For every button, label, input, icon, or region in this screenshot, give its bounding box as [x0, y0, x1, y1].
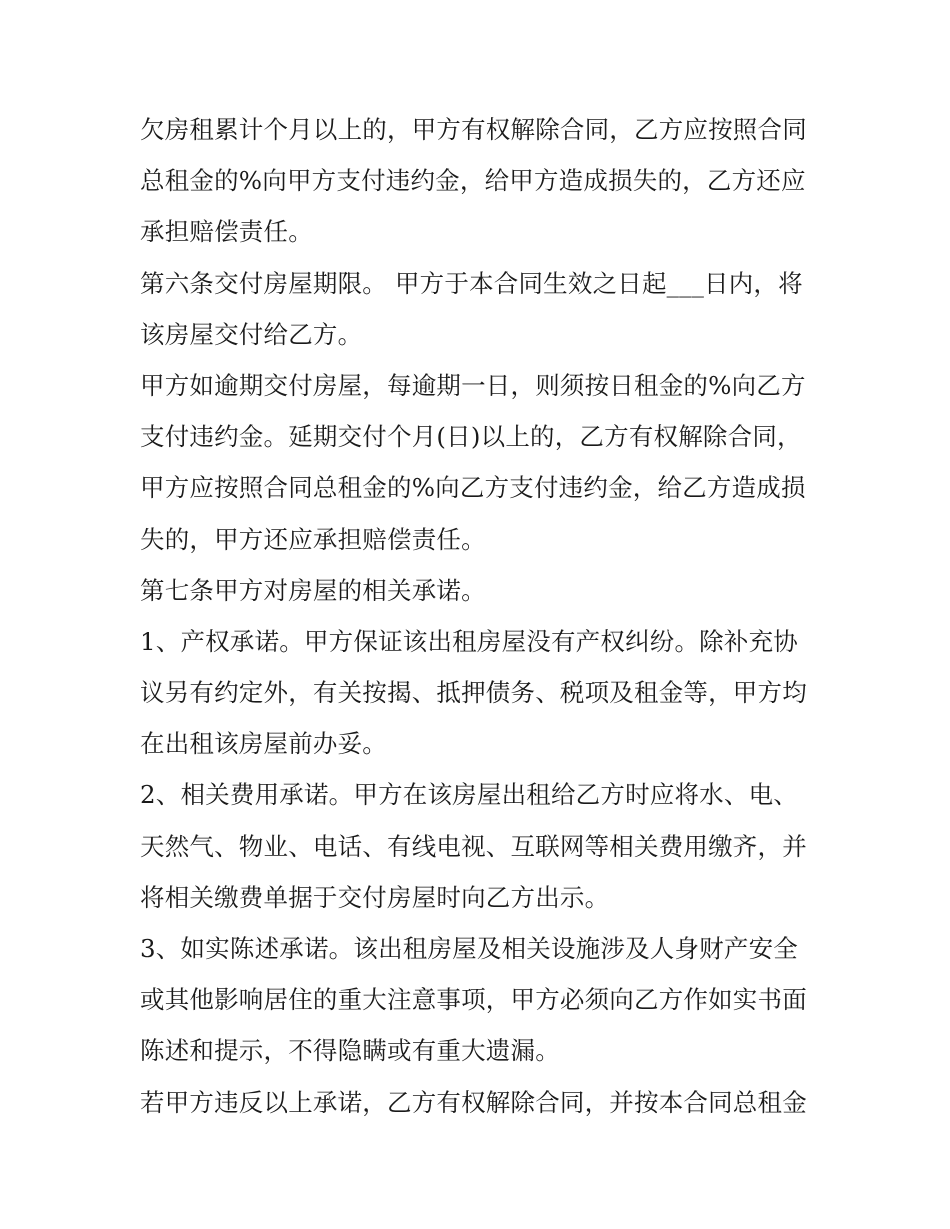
document-body	[140, 104, 820, 1128]
text-line: 在出租该房屋前办妥。	[140, 729, 387, 759]
text-line: 将相关缴费单据于交付房屋时向乙方出示。	[140, 882, 610, 912]
text-line: 或其他影响居住的重大注意事项，甲方必须向乙方作如实书面	[140, 985, 807, 1015]
text-line: 总租金的%向甲方支付违约金，给甲方造成损失的，乙方还应	[140, 166, 806, 196]
text-line: 承担赔偿责任。	[140, 217, 313, 247]
text-line: 甲方如逾期交付房屋，每逾期一日，则须按日租金的%向乙方	[140, 370, 806, 400]
text-line: 该房屋交付给乙方。	[140, 319, 363, 349]
text-line: 陈述和提示，不得隐瞒或有重大遗漏。	[140, 1036, 560, 1066]
text-line: 3、如实陈述承诺。该出租房屋及相关设施涉及人身财产安全	[140, 934, 798, 963]
text-line: 欠房租累计个月以上的，甲方有权解除合同，乙方应按照合同	[140, 115, 807, 144]
text-line: 若甲方违反以上承诺，乙方有权解除合同，并按本合同总租金	[140, 1087, 807, 1117]
text-line: 天然气、物业、电话、有线电视、互联网等相关费用缴齐，并	[140, 831, 807, 861]
text-line: 1、产权承诺。甲方保证该出租房屋没有产权纠纷。除补充协	[140, 626, 798, 656]
text-line: 议另有约定外，有关按揭、抵押债务、税项及租金等，甲方均	[140, 678, 807, 708]
text-line: 失的，甲方还应承担赔偿责任。	[140, 524, 486, 554]
text-line: 甲方应按照合同总租金的%向乙方支付违约金，给乙方造成损	[140, 473, 806, 503]
text-line: 第六条交付房屋期限。 甲方于本合同生效之日起___日内，将	[140, 268, 803, 298]
text-line: 2、相关费用承诺。甲方在该房屋出租给乙方时应将水、电、	[140, 780, 798, 810]
text-line: 支付违约金。延期交付个月(日)以上的，乙方有权解除合同，	[140, 422, 802, 452]
text-line: 第七条甲方对房屋的相关承诺。	[140, 575, 486, 605]
